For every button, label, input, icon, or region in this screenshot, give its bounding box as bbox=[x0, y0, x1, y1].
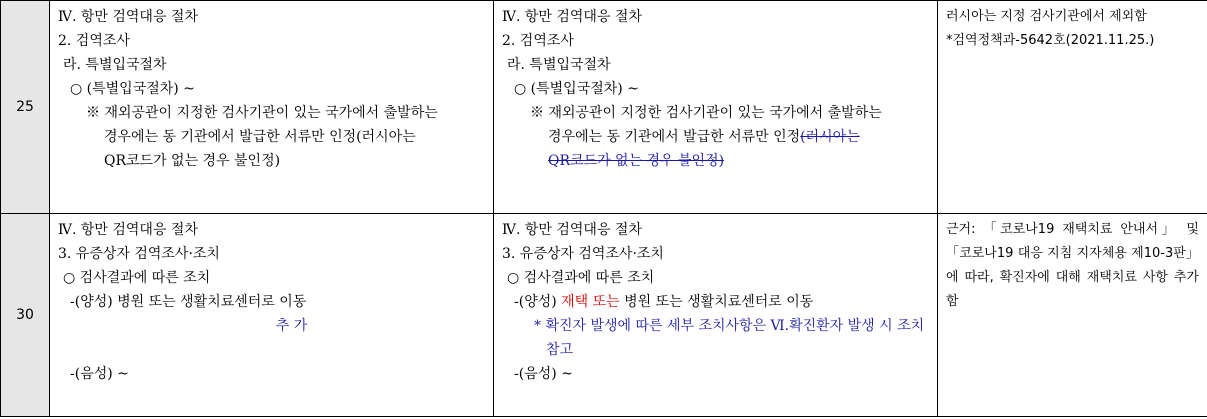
table-row bbox=[1, 214, 1207, 417]
row-number: 30 bbox=[1, 214, 50, 417]
deleted-text: QR코드가 없는 경우 불인정) bbox=[548, 153, 725, 169]
added-note: * 확진자 발생에 따른 세부 조치사항은 Ⅵ.확진환자 발생 시 조치 참고 bbox=[534, 318, 925, 358]
added-marker: 추 가 bbox=[275, 318, 308, 334]
table-row bbox=[1, 1, 1207, 214]
note-line: 경우에는 동 기관에서 발급한 서류만 인정(러시아는 bbox=[104, 129, 416, 145]
subsection-heading: 2. 검역조사 bbox=[502, 33, 574, 49]
remark-cell bbox=[938, 1, 1207, 214]
before-cell bbox=[50, 1, 494, 214]
item-heading: 라. 특별입국절차 bbox=[507, 57, 611, 73]
sub-item-line: -(양성) 재택 또는 병원 또는 생활치료센터로 이동 bbox=[514, 294, 814, 310]
note-line: ※ 재외공관이 지정한 검사기관이 있는 국가에서 출발하는 bbox=[86, 105, 438, 121]
bullet-line: ○ 검사결과에 따른 조치 bbox=[507, 270, 655, 286]
subsection-heading: 2. 검역조사 bbox=[58, 33, 130, 49]
after-cell bbox=[494, 1, 938, 214]
subsection-heading: 3. 유증상자 검역조사·조치 bbox=[58, 246, 220, 262]
remark-line: 러시아는 지정 검사기관에서 제외함 bbox=[946, 9, 1147, 24]
remark-text: 근거: 「코로나19 재택치료 안내서」 및 「코로나19 대응 지침 지자체용 제10-3판」에 따라, 확진자에 대해 재택치료 사항 추가함 bbox=[946, 222, 1199, 309]
section-heading: Ⅳ. 항만 검역대응 절차 bbox=[58, 9, 198, 25]
note-text: 경우에는 동 기관에서 발급한 서류만 인정 bbox=[548, 129, 801, 145]
after-cell bbox=[494, 214, 938, 417]
bullet-line: ○ (특별입국절차) ~ bbox=[70, 81, 195, 97]
remark-cell bbox=[938, 214, 1207, 417]
deleted-text: (러시아는 bbox=[800, 129, 860, 145]
note-line bbox=[502, 125, 929, 149]
added-text: 재택 또는 bbox=[561, 294, 620, 310]
note-line: QR코드가 없는 경우 불인정) bbox=[104, 153, 281, 169]
section-heading: Ⅳ. 항만 검역대응 절차 bbox=[502, 222, 642, 238]
bullet-line: ○ (특별입국절차) ~ bbox=[514, 81, 639, 97]
row-number: 25 bbox=[1, 1, 50, 214]
sub-item-line: -(음성) ~ bbox=[514, 366, 573, 382]
item-heading: 라. 특별입국절차 bbox=[63, 57, 167, 73]
note-line: ※ 재외공관이 지정한 검사기관이 있는 국가에서 출발하는 bbox=[530, 105, 882, 121]
section-heading: Ⅳ. 항만 검역대응 절차 bbox=[58, 222, 198, 238]
sub-item-line: -(양성) 병원 또는 생활치료센터로 이동 bbox=[70, 294, 307, 310]
before-cell bbox=[50, 214, 494, 417]
bullet-line: ○ 검사결과에 따른 조치 bbox=[63, 270, 211, 286]
subsection-heading: 3. 유증상자 검역조사·조치 bbox=[502, 246, 664, 262]
section-heading: Ⅳ. 항만 검역대응 절차 bbox=[502, 9, 642, 25]
sub-item-line: -(음성) ~ bbox=[70, 366, 129, 382]
remark-line: *검역정책과-5642호(2021.11.25.) bbox=[946, 33, 1155, 48]
